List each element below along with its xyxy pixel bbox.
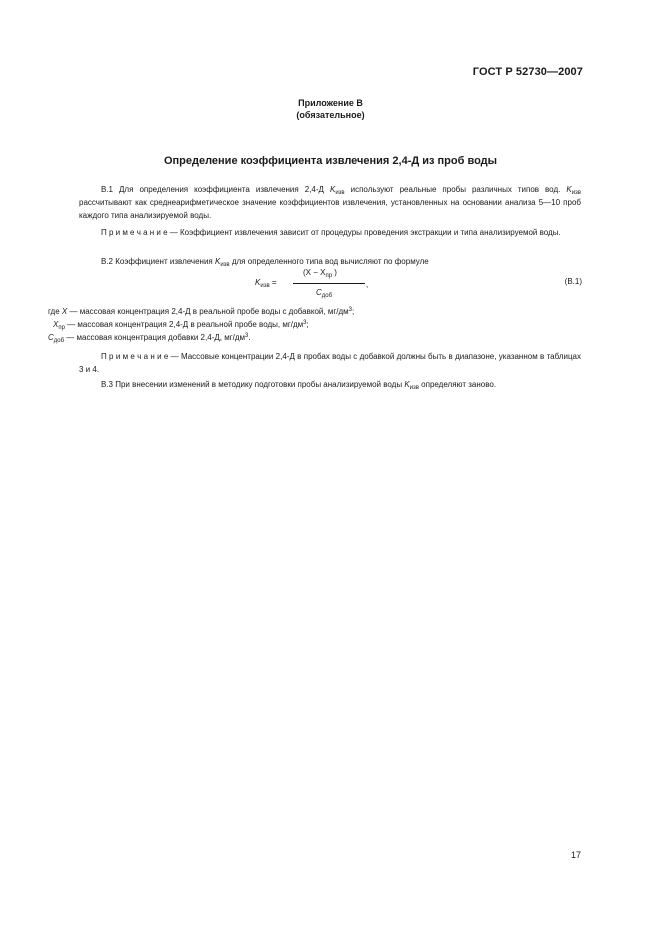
b1-text-2: используют реальные пробы различных типов вод. [344, 185, 567, 194]
where-line-2 [53, 319, 309, 331]
where-x-symbol: X [61, 307, 68, 316]
where-cdob-symbol: C [48, 333, 54, 342]
paragraph-b1 [79, 183, 581, 222]
formula-lhs [255, 278, 277, 287]
where-line-3 [48, 332, 251, 344]
k-subscript: изв [571, 190, 581, 196]
k-symbol: K [404, 380, 410, 389]
where-line-1 [48, 306, 354, 318]
fraction-line [293, 283, 365, 284]
numerator-subscript: пр [325, 273, 333, 279]
note-2 [79, 350, 581, 376]
where-x-end: ; [351, 307, 355, 316]
note-1 [79, 226, 581, 239]
where-xpr-text: — массовая концентрация 2,4-Д в реальной пробе воды, мг/дм [64, 320, 304, 329]
paragraph-b3 [79, 378, 581, 391]
superscript-3: 3 [245, 333, 249, 339]
denominator-symbol: C [316, 288, 322, 297]
superscript-3: 3 [303, 320, 307, 326]
where-cdob-text: — массовая концентрация добавки 2,4-Д, мг/дм [64, 333, 246, 342]
formula-equals: = [269, 278, 277, 287]
where-xpr-subscript: пр [58, 325, 65, 331]
b2-text-1: В.2 Коэффициент извлечения [101, 257, 215, 266]
page-number: 17 [570, 850, 581, 860]
paragraph-b2 [79, 255, 581, 268]
superscript-3: 3 [348, 307, 352, 313]
denominator-subscript: доб [321, 293, 333, 299]
document-number: ГОСТ Р 52730—2007 [472, 66, 583, 78]
b2-text-2: для определенного типа вод вычисляют по формуле [229, 257, 429, 266]
numerator-close: ) [332, 268, 337, 277]
k-symbol: K [329, 185, 336, 194]
b1-text-3: рассчитывают как среднеарифметическое значение коэффициентов извлечения, установленных на основании анализа 5—10 проб каждого типа анализируемой воды. [79, 198, 581, 220]
numerator-open: (X − X [303, 268, 326, 277]
equation-number: (В.1) [564, 277, 582, 286]
where-xpr-end: ; [306, 320, 309, 329]
note-2-label: П р и м е ч а н и е [101, 352, 169, 361]
appendix-status: (обязательное) [296, 110, 365, 120]
formula-k-symbol: K [255, 278, 261, 287]
b3-text-2: определяют заново. [418, 380, 497, 389]
k-symbol: K [214, 257, 221, 266]
where-xpr-symbol: X [53, 320, 59, 329]
section-title: Определение коэффициента извлечения 2,4-Д из проб воды [163, 155, 498, 167]
appendix-label: Приложение В [298, 98, 363, 108]
formula-comma: , [366, 280, 369, 289]
k-subscript: изв [335, 190, 345, 196]
note-1-label: П р и м е ч а н и е [101, 228, 168, 237]
note-1-text: — Коэффициент извлечения зависит от процедуры проведения экстракции и типа анализируемой воды. [167, 228, 561, 237]
appendix-heading [0, 97, 661, 121]
where-prefix: где [48, 307, 62, 316]
k-subscript: изв [409, 385, 419, 391]
note-2-text: — Массовые концентрации 2,4-Д в пробах воды с добавкой должны быть в диапазоне, указанном в таблицах 3 и 4. [79, 352, 582, 374]
formula-k-subscript: изв [260, 283, 270, 289]
formula-denominator [316, 288, 332, 297]
where-cdob-end: . [248, 333, 251, 342]
where-x-text: — массовая концентрация 2,4-Д в реальной пробе воды с добавкой, мг/дм [67, 307, 349, 316]
k-subscript: изв [220, 262, 230, 268]
b3-text-1: В.3 При внесении изменений в методику подготовки пробы анализируемой воды [101, 380, 405, 389]
b1-text-1: В.1 Для определения коэффициента извлечения 2,4-Д [101, 185, 330, 194]
formula-numerator [303, 268, 337, 277]
where-cdob-subscript: доб [53, 338, 65, 344]
k-symbol: K [566, 185, 572, 194]
